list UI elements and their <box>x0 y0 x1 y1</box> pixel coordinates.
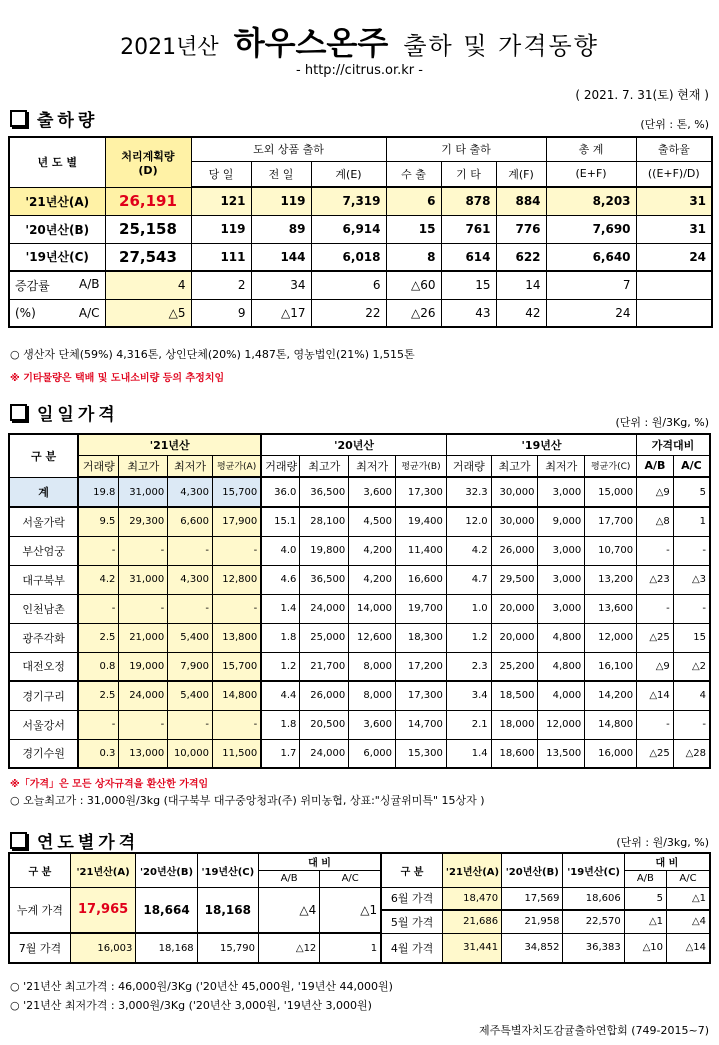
footer: 제주특별자치도감귤출하연합회 (749-2015~7) <box>478 1024 709 1037</box>
yearly-unit: (단위 : 원/3kg, %) <box>616 836 709 849</box>
shipment-note-1: ○ 생산자 단체(59%) 4,316톤, 상인단체(20%) 1,487톤, 영농법인(21%) 1,515톤 <box>10 348 415 361</box>
col-outside: 도외 상품 출하 <box>191 137 386 161</box>
col-year: 년 도 별 <box>9 137 105 187</box>
sub-export: 수 출 <box>386 161 441 187</box>
table-row: '20년산(B) 25,158 119 89 6,914 15 761 776 7,690 31 <box>9 215 712 243</box>
sub-rate-formula: ((E+F)/D) <box>636 161 712 187</box>
sub-total-ef: (E+F) <box>546 161 636 187</box>
sub-sum-e: 계(E) <box>311 161 386 187</box>
col-plan: 처리계획량 (D) <box>105 137 191 187</box>
shipment-table <box>8 136 713 328</box>
checkbox-square-icon <box>10 110 27 127</box>
table-row: 부산엄궁 - - - - 4.0 19,800 4,200 11,400 4.2 26,000 3,000 10,700 - - <box>9 536 710 565</box>
page-title <box>0 18 719 64</box>
yearly-price-table: 구 분 '21년산(A) '20년산(B) '19년산(C) 대 비 구 분 '21년산(A) '20년산(B) '19년산(C) 대 비 A/B A/C A/B A/C 누계 가격 17,965 18,664 18,168 △4 △1 6월 가격 18,470 17,569 18,606 5 △1 5월 가격 21,686 21,958 22,570 △1 △4 7월 가격 16,003 18,168 15,790 △12 1 4월 가격 31,441 34,852 36,383 △10 △14 <box>8 852 711 964</box>
table-row: '19년산(C) 27,543 111 144 6,018 8 614 622 6,640 24 <box>9 243 712 271</box>
report-date: ( 2021. 7. 31(토) 현재 ) <box>575 88 709 102</box>
col-rate: 출하율 <box>636 137 712 161</box>
table-row: 누계 가격 17,965 18,664 18,168 △4 △1 6월 가격 18,470 17,569 18,606 5 △1 <box>9 887 710 910</box>
daily-price-table: 구 분 '21년산 '20년산 '19년산 가격대비 거래량 최고가 최저가 평균가(A) 거래량 최고가 최저가 평균가(B) 거래량 최고가 최저가 평균가(C) A/B A/C 계 19.8 31,000 4,300 15,700 36.0 36,500 3,600 17,300 32.3 30,000 3,000 15,000 △9 5 서울가락 9.5 29,300 6,600 17,900 15.1 28,100 4,500 19,400 12.0 30,000 9,000 17,700 △8 1 부산엄궁 - - - - 4.0 19,800 4,200 11,400 4.2 26,000 3,000 10,700 - - 대구북부 4.2 31,000 4,300 12,800 4.6 36,500 4,200 16,600 4.7 29,500 3,000 13,200 △23 △3 인천남촌 - - - - 1.4 24,000 14,000 19,700 1.0 20,000 3,000 13,600 - - 광주각화 2.5 21,000 5,400 13,800 1.8 25,000 12,600 18,300 1.2 20,000 4,800 12,000 △25 15 대전오정 0.8 19,000 7,900 15,700 1.2 21,700 8,000 17,200 2.3 25,200 4,800 16,100 △9 △2 경기구리 2.5 24,000 5,400 14,800 4.4 26,000 8,000 17,300 3.4 18,500 4,000 14,200 △14 4 서울강서 - - - - 1.8 20,500 3,600 14,700 2.1 18,000 12,000 14,800 - - 경기수원 0.3 13,000 10,000 11,500 1.7 24,000 6,000 15,300 1.4 18,600 13,500 16,000 △25 △28 <box>8 433 711 769</box>
table-row: 대전오정 0.8 19,000 7,900 15,700 1.2 21,700 8,000 17,200 2.3 25,200 4,800 16,100 △9 △2 <box>9 652 710 681</box>
yearly-note-1: ○ '21년산 최고가격 : 46,000원/3Kg ('20년산 45,000원, '19년산 44,000원) <box>10 980 393 993</box>
table-row: 인천남촌 - - - - 1.4 24,000 14,000 19,700 1.0 20,000 3,000 13,600 - - <box>9 594 710 623</box>
yearly-note-2: ○ '21년산 최저가격 : 3,000원/3Kg ('20년산 3,000원, '19년산 3,000원) <box>10 999 372 1012</box>
sub-etc: 기 타 <box>441 161 496 187</box>
daily-note-1: ※「가격」은 모든 상자규격을 환산한 가격임 <box>10 779 209 790</box>
col-total: 총 계 <box>546 137 636 161</box>
site-url: - http://citrus.or.kr - <box>296 63 423 78</box>
sub-prev: 전 일 <box>251 161 311 187</box>
shipment-unit: (단위 : 톤, %) <box>640 118 709 131</box>
table-row: 광주각화 2.5 21,000 5,400 13,800 1.8 25,000 12,600 18,300 1.2 20,000 4,800 12,000 △25 15 <box>9 623 710 652</box>
table-row-ac: (%) A/C △5 9 △17 22 △26 43 42 24 <box>9 299 712 327</box>
section-yearly-title: 연도별가격 <box>10 828 139 853</box>
col-y19: '19년산 <box>446 434 636 455</box>
sub-sum-f: 계(F) <box>496 161 546 187</box>
daily-note-2: ○ 오늘최고가 : 31,000원/3kg (대구북부 대구중앙청과(주) 위미농협, 상표:"싱귤위미특" 15상자 ) <box>10 794 485 807</box>
sub-today: 당 일 <box>191 161 251 187</box>
table-row: 7월 가격 16,003 18,168 15,790 △12 1 4월 가격 31,441 34,852 36,383 △10 △14 <box>9 933 710 963</box>
title-year: 2021년산 <box>120 35 219 60</box>
col-other: 기 타 출하 <box>386 137 546 161</box>
title-suffix: 출하 및 가격동향 <box>403 32 599 60</box>
checkbox-square-icon <box>10 404 27 421</box>
table-row: 서울가락 9.5 29,300 6,600 17,900 15.1 28,100 4,500 19,400 12.0 30,000 9,000 17,700 △8 1 <box>9 507 710 536</box>
table-row: 서울강서 - - - - 1.8 20,500 3,600 14,700 2.1 18,000 12,000 14,800 - - <box>9 710 710 739</box>
checkbox-square-icon <box>10 832 27 849</box>
shipment-note-2: ※ 기타물량은 택배 및 도내소비량 등의 추정치임 <box>10 373 225 384</box>
section-daily-title: 일일가격 <box>10 400 119 425</box>
table-row: '21년산(A) 26,191 121 119 7,319 6 878 884 8,203 31 <box>9 187 712 215</box>
col-div: 구 분 <box>9 434 78 477</box>
table-row: 5월 가격 21,686 21,958 22,570 △1 △4 <box>9 910 710 933</box>
table-row: 계 19.8 31,000 4,300 15,700 36.0 36,500 3,600 17,300 32.3 30,000 3,000 15,000 △9 5 <box>9 477 710 507</box>
col-cmp: 가격대비 <box>637 434 710 455</box>
table-row: 경기수원 0.3 13,000 10,000 11,500 1.7 24,000 6,000 15,300 1.4 18,600 13,500 16,000 △25 △28 <box>9 739 710 768</box>
table-row: 대구북부 4.2 31,000 4,300 12,800 4.6 36,500 4,200 16,600 4.7 29,500 3,000 13,200 △23 △3 <box>9 565 710 594</box>
col-y21: '21년산 <box>78 434 261 455</box>
table-row: 경기구리 2.5 24,000 5,400 14,800 4.4 26,000 8,000 17,300 3.4 18,500 4,000 14,200 △14 4 <box>9 681 710 710</box>
daily-unit: (단위 : 원/3Kg, %) <box>615 416 709 429</box>
table-row-ab: 증감률 A/B 4 2 34 6 △60 15 14 7 <box>9 271 712 299</box>
col-y20: '20년산 <box>261 434 446 455</box>
title-product: 하우스온주 <box>233 24 389 62</box>
section-shipment-title: 출하량 <box>10 106 98 131</box>
